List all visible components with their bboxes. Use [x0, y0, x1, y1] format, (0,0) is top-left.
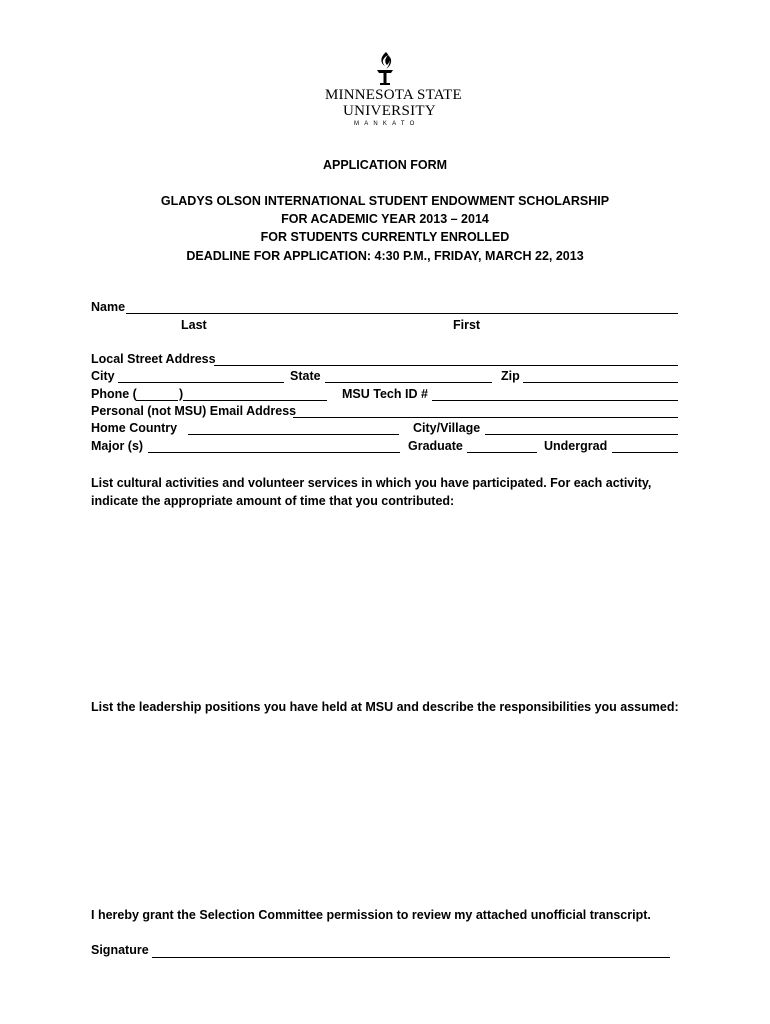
logo-wordmark-line3: MANKATO — [354, 121, 420, 127]
name-label: Name — [91, 300, 126, 314]
tech-id-label: MSU Tech ID # — [342, 387, 428, 401]
heading-line-4: DEADLINE FOR APPLICATION: 4:30 P.M., FRIDAY, MARCH 22, 2013 — [186, 249, 584, 263]
state-field[interactable] — [325, 382, 492, 383]
activities-prompt: List cultural activities and volunteer services in which you have participated. For each activity, indicate the appropriate amount of time that you contributed: — [91, 476, 652, 508]
logo-wordmark-line2: UNIVERSITY — [343, 103, 436, 119]
tech-id-field[interactable] — [432, 400, 678, 401]
major-field[interactable] — [148, 452, 400, 453]
city-village-field[interactable] — [485, 434, 678, 435]
home-country-label: Home Country — [91, 421, 178, 435]
home-country-field[interactable] — [188, 434, 399, 435]
heading-line-2: FOR ACADEMIC YEAR 2013 – 2014 — [281, 212, 489, 226]
zip-label: Zip — [501, 369, 520, 383]
email-field[interactable] — [293, 417, 678, 418]
local-address-label: Local Street Address — [91, 352, 216, 366]
permission-statement: I hereby grant the Selection Committee permission to review my attached unofficial transcript. — [91, 908, 651, 922]
phone-area-code-field[interactable] — [136, 400, 178, 401]
city-field[interactable] — [118, 382, 284, 383]
zip-field[interactable] — [523, 382, 678, 383]
major-label: Major (s) — [91, 439, 144, 453]
activities-response-area[interactable] — [91, 512, 681, 692]
email-label: Personal (not MSU) Email Address — [91, 404, 297, 418]
graduate-field[interactable] — [467, 452, 537, 453]
torch-logo-icon — [369, 50, 401, 90]
local-address-field[interactable] — [214, 365, 678, 366]
signature-field[interactable] — [152, 957, 670, 958]
city-village-label: City/Village — [413, 421, 481, 435]
leadership-prompt: List the leadership positions you have held at MSU and describe the responsibilities you assumed: — [91, 700, 679, 714]
phone-number-field[interactable] — [183, 400, 327, 401]
city-label: City — [91, 369, 115, 383]
leadership-response-area[interactable] — [91, 720, 681, 900]
last-name-label: Last — [181, 318, 207, 332]
name-field[interactable] — [126, 313, 678, 314]
heading-line-1: GLADYS OLSON INTERNATIONAL STUDENT ENDOWMENT SCHOLARSHIP — [160, 194, 610, 208]
form-title: APPLICATION FORM — [322, 158, 448, 172]
undergrad-field[interactable] — [612, 452, 678, 453]
state-label: State — [290, 369, 321, 383]
signature-label: Signature — [91, 943, 149, 957]
graduate-label: Graduate — [408, 439, 463, 453]
undergrad-label: Undergrad — [544, 439, 608, 453]
phone-close-paren: ) — [179, 387, 184, 401]
first-name-label: First — [453, 318, 481, 332]
heading-line-3: FOR STUDENTS CURRENTLY ENROLLED — [260, 230, 510, 244]
phone-label: Phone ( — [91, 387, 137, 401]
logo-wordmark-line1: MINNESOTA STATE — [325, 87, 462, 103]
